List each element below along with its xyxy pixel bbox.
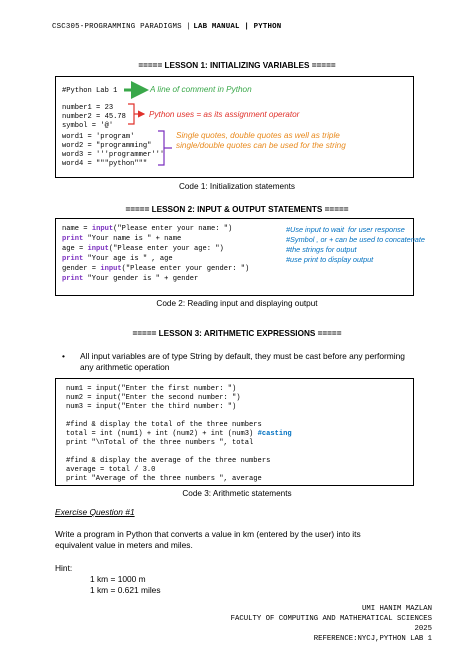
lesson3-title: ===== LESSON 3: ARITHMETIC EXPRESSIONS ===== — [132, 329, 342, 338]
footer-author: UMI HANIM MAZLAN — [361, 605, 432, 613]
code-comment: #Use input to wait for user response — [286, 225, 405, 234]
note-quotes-2: single/double quotes can be used for the string — [176, 141, 346, 150]
note-comment: A line of comment in Python — [150, 85, 252, 94]
note-assign: Python uses = as its assignment operator — [149, 110, 300, 119]
code-comment: #Symbol , or + can be used to concatenate — [286, 235, 425, 244]
casting-comment: #casting — [257, 430, 292, 438]
code-line: average = total / 3.0 — [66, 466, 156, 474]
footer-year: 2025 — [414, 625, 432, 633]
code-line: print "Average of the three numbers ", average — [66, 475, 262, 483]
code-line: print "Your age is " , age — [62, 255, 173, 263]
page-header — [52, 21, 281, 31]
hint-km-m: 1 km = 1000 m — [90, 574, 146, 584]
code-line: print "Your name is " + name — [62, 235, 182, 243]
exercise-text-2: equivalent value in meters and miles. — [55, 540, 193, 550]
code-line: word3 = '''programmer''' — [62, 151, 165, 159]
code-line: print "\nTotal of the three numbers ", total — [66, 439, 254, 447]
lesson1-title: ===== LESSON 1: INITIALIZING VARIABLES ===== — [138, 61, 336, 70]
code-line: num1 = input("Enter the first number: ") — [66, 385, 237, 393]
lesson3-code-box — [55, 378, 414, 486]
code-line: number1 = 23 — [62, 104, 114, 112]
footer-reference: REFERENCE:NYCJ,PYTHON LAB 1 — [313, 635, 432, 643]
header-lab: LAB MANUAL | PYTHON — [193, 23, 282, 31]
code-line: word4 = """python""" — [62, 160, 148, 168]
code-line: print "Your gender is " + gender — [62, 275, 199, 283]
page-footer — [231, 604, 432, 644]
hint-label: Hint: — [55, 563, 73, 573]
code-line: age = input("Please enter your age: ") — [62, 245, 224, 253]
bullet-marker: • — [62, 351, 65, 361]
code-line: symbol = '@' — [62, 122, 114, 130]
lesson2-caption: Code 2: Reading input and displaying output — [156, 299, 318, 308]
header-course: CSC305-PROGRAMMING PARADIGMS | — [52, 23, 192, 31]
lesson2-title: ===== LESSON 2: INPUT & OUTPUT STATEMENTS ===== — [125, 205, 349, 214]
footer-faculty: FACULTY OF COMPUTING AND MATHEMATICAL SCIENCES — [230, 615, 432, 623]
code-line: num2 = input("Enter the second number: ") — [66, 394, 241, 402]
code-line: word2 = "programming" — [62, 142, 152, 150]
code-line: #Python Lab 1 — [62, 87, 118, 95]
note-quotes-1: Single quotes, double quotes as well as triple — [176, 131, 340, 140]
exercise-heading: Exercise Question #1 — [55, 507, 135, 517]
code-line: total = int (num1) + int (num2) + int (num3) #casting — [66, 430, 292, 438]
bullet-text-1: All input variables are of type String by default, they must be cast before any performing — [80, 351, 405, 361]
code-comment: #the strings for output — [286, 245, 357, 254]
code-line: gender = input("Please enter your gender: ") — [62, 265, 250, 273]
code-line: num3 = input("Enter the third number: ") — [66, 403, 237, 411]
code-comment: #use print to display output — [286, 255, 374, 264]
code-line: word1 = 'program' — [62, 133, 135, 141]
code-line: #find & display the average of the three numbers — [66, 457, 271, 465]
lesson2-code-box — [55, 218, 425, 296]
code-line: #find & display the total of the three numbers — [66, 421, 262, 429]
code-line: number2 = 45.78 — [62, 113, 126, 121]
hint-km-miles: 1 km = 0.621 miles — [90, 585, 161, 595]
lesson3-caption: Code 3: Arithmetic statements — [182, 489, 292, 498]
lesson1-caption: Code 1: Initialization statements — [178, 182, 296, 191]
bullet-text-2: any arithmetic operation — [80, 362, 170, 372]
exercise-text-1: Write a program in Python that converts a value in km (entered by the user) into its — [55, 529, 361, 539]
code-line: name = input("Please enter your name: ") — [62, 225, 233, 233]
